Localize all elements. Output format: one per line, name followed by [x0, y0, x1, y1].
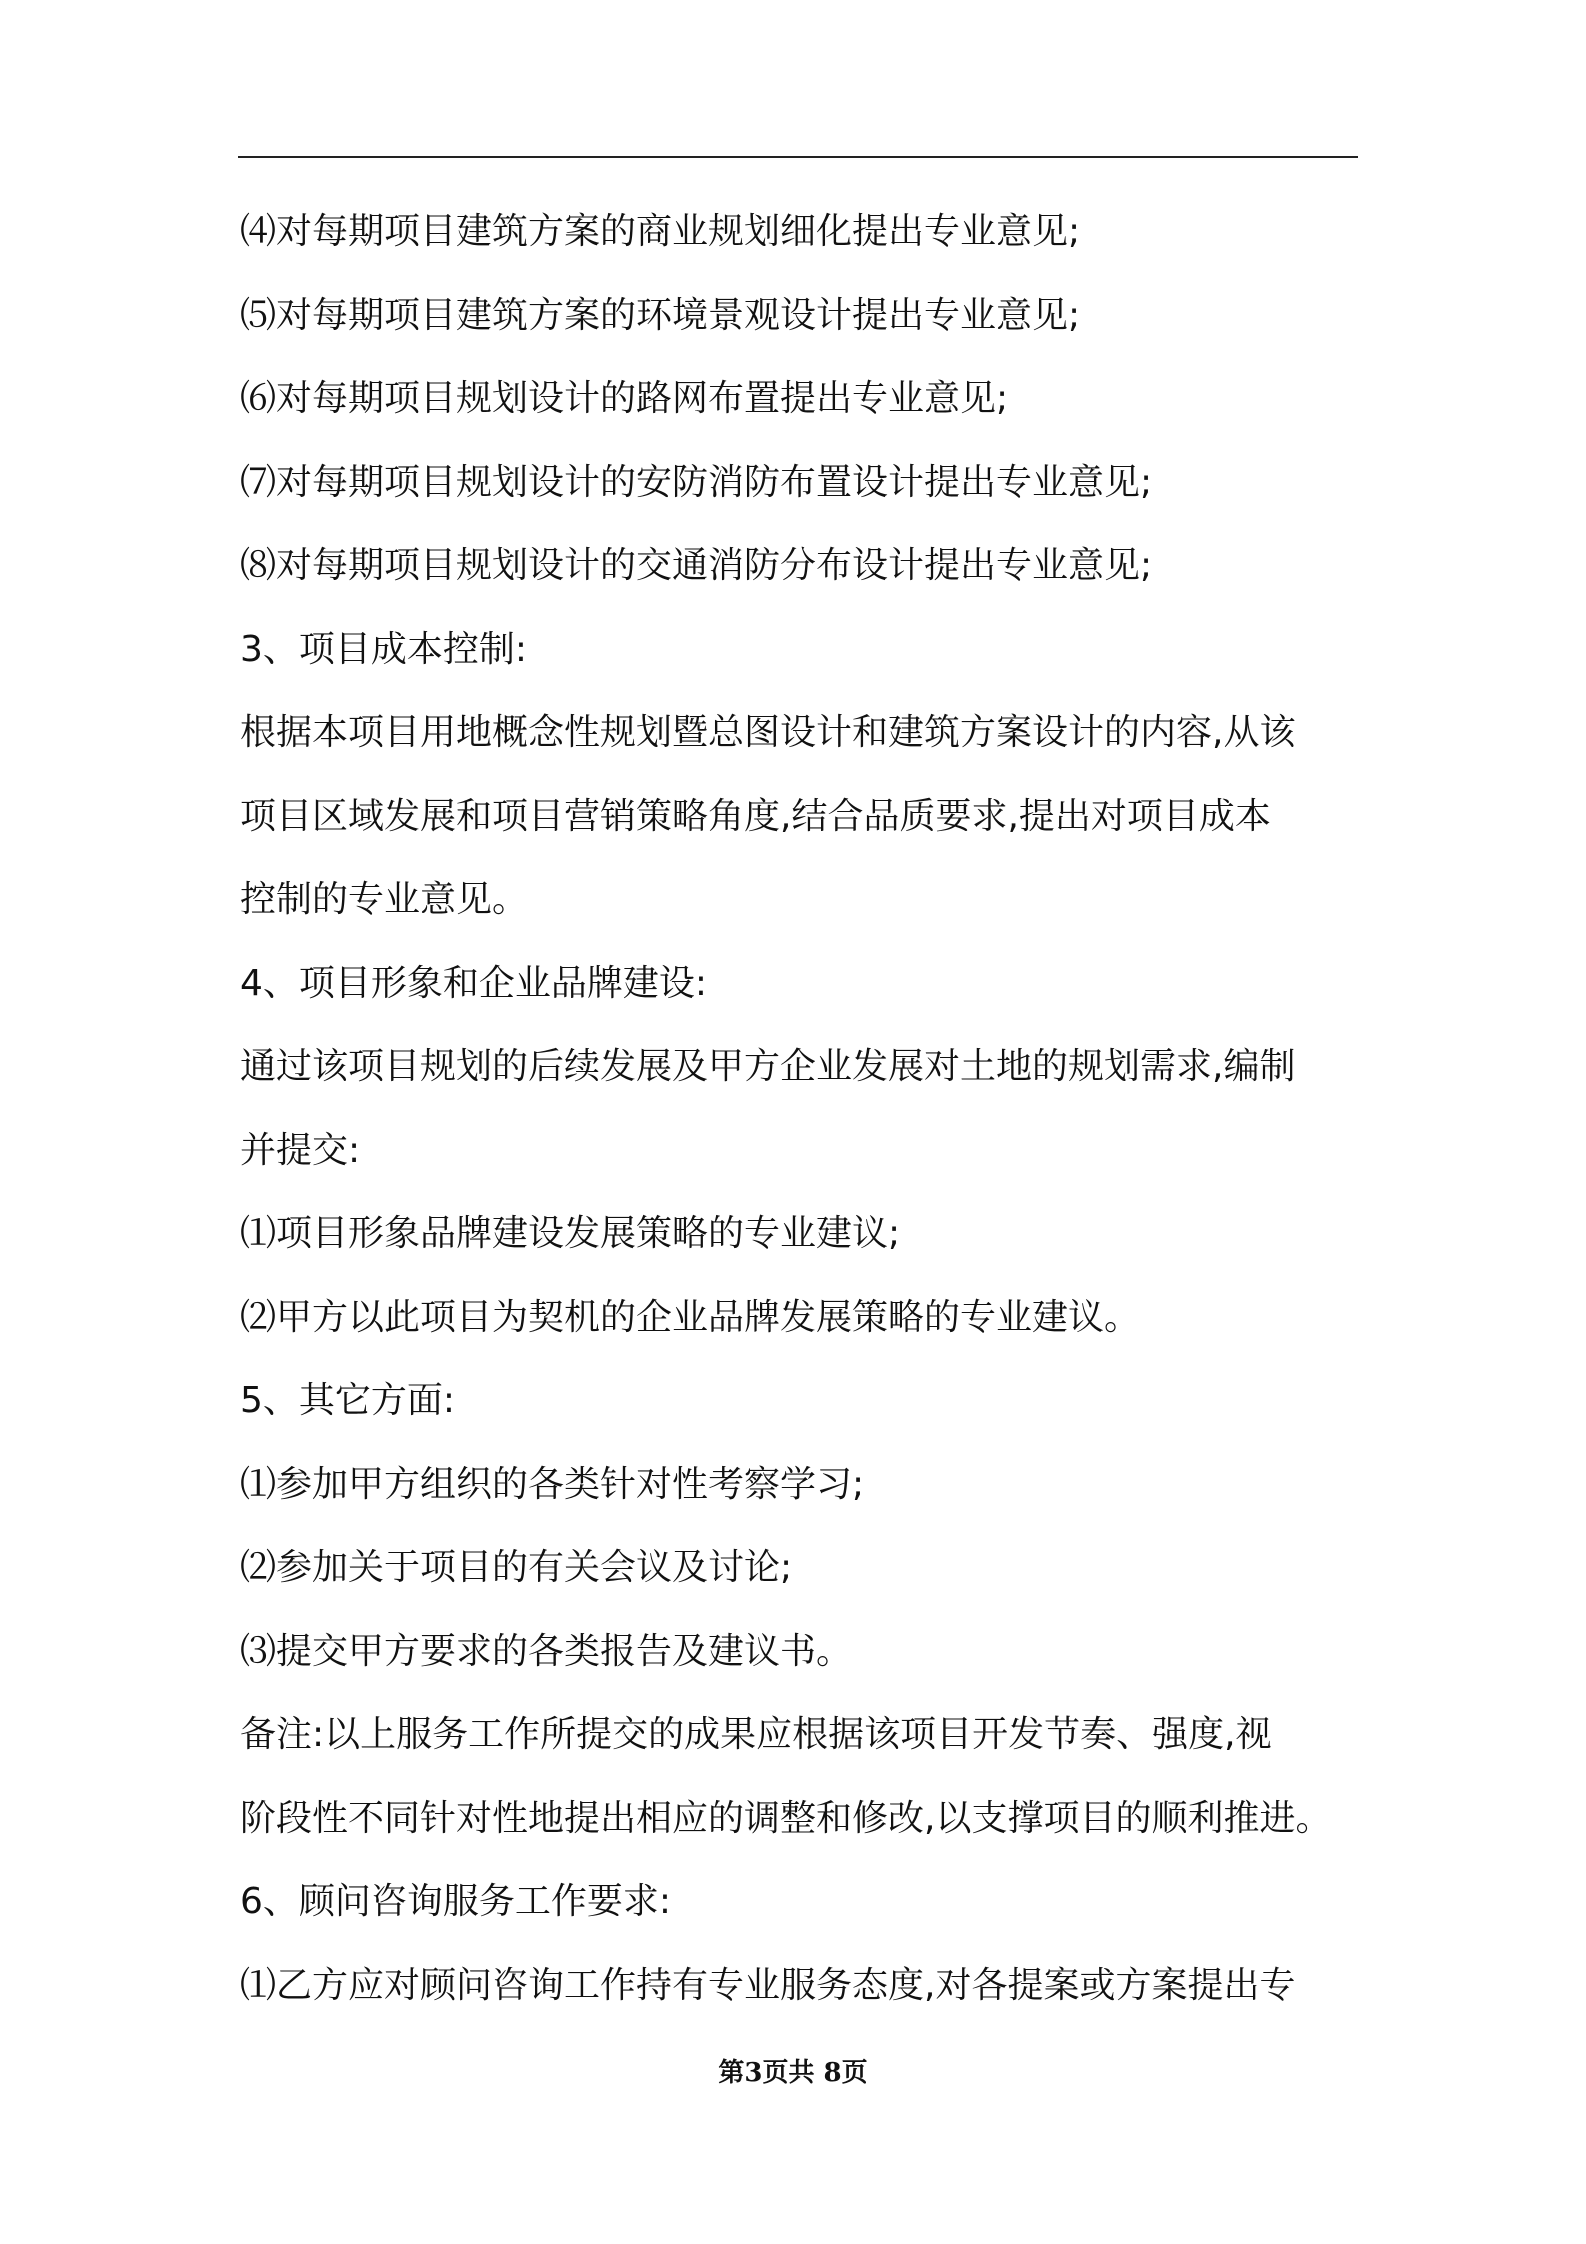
paragraph-line: 项目区域发展和项目营销策略角度,结合品质要求,提出对项目成本 — [240, 795, 1271, 837]
paragraph-line: 通过该项目规划的后续发展及甲方企业发展对土地的规划需求,编制 — [240, 1046, 1296, 1087]
paragraph-line: 阶段性不同针对性地提出相应的调整和修改,以支撑项目的顺利推进。 — [240, 1797, 1332, 1839]
list-item: ⑴参加甲方组织的各类针对性考察学习; — [240, 1463, 865, 1505]
document-body — [240, 190, 1365, 2027]
page-number-footer: 第3页共 8页 — [718, 2058, 868, 2088]
list-item: ⑵甲方以此项目为契机的企业品牌发展策略的专业建议。 — [240, 1296, 1141, 1338]
list-item: ⑶提交甲方要求的各类报告及建议书。 — [240, 1630, 853, 1672]
paragraph-line: 备注:以上服务工作所提交的成果应根据该项目开发节奏、强度,视 — [240, 1714, 1272, 1755]
paragraph-line: 控制的专业意见。 — [240, 879, 529, 920]
section-heading: 6、顾问咨询服务工作要求: — [240, 1881, 672, 1922]
section-heading: 4、项目形象和企业品牌建设: — [240, 962, 708, 1004]
paragraph-line: 根据本项目用地概念性规划暨总图设计和建筑方案设计的内容,从该 — [240, 712, 1296, 753]
list-item: ⑹对每期项目规划设计的路网布置提出专业意见; — [240, 378, 1009, 419]
list-item: ⑺对每期项目规划设计的安防消防布置设计提出专业意见; — [240, 461, 1153, 503]
list-item: ⑵参加关于项目的有关会议及讨论; — [240, 1547, 793, 1588]
paragraph-line: 并提交: — [240, 1129, 361, 1171]
section-heading: 5、其它方面: — [240, 1380, 456, 1421]
header-divider — [238, 156, 1358, 158]
section-heading: 3、项目成本控制: — [240, 628, 528, 670]
list-item: ⑷对每期项目建筑方案的商业规划细化提出专业意见; — [240, 211, 1081, 252]
list-item: ⑴项目形象品牌建设发展策略的专业建议; — [240, 1213, 901, 1254]
list-item: ⑸对每期项目建筑方案的环境景观设计提出专业意见; — [240, 294, 1081, 336]
list-item: ⑴乙方应对顾问咨询工作持有专业服务态度,对各提案或方案提出专 — [240, 1964, 1296, 2006]
list-item: ⑻对每期项目规划设计的交通消防分布设计提出专业意见; — [240, 545, 1153, 586]
